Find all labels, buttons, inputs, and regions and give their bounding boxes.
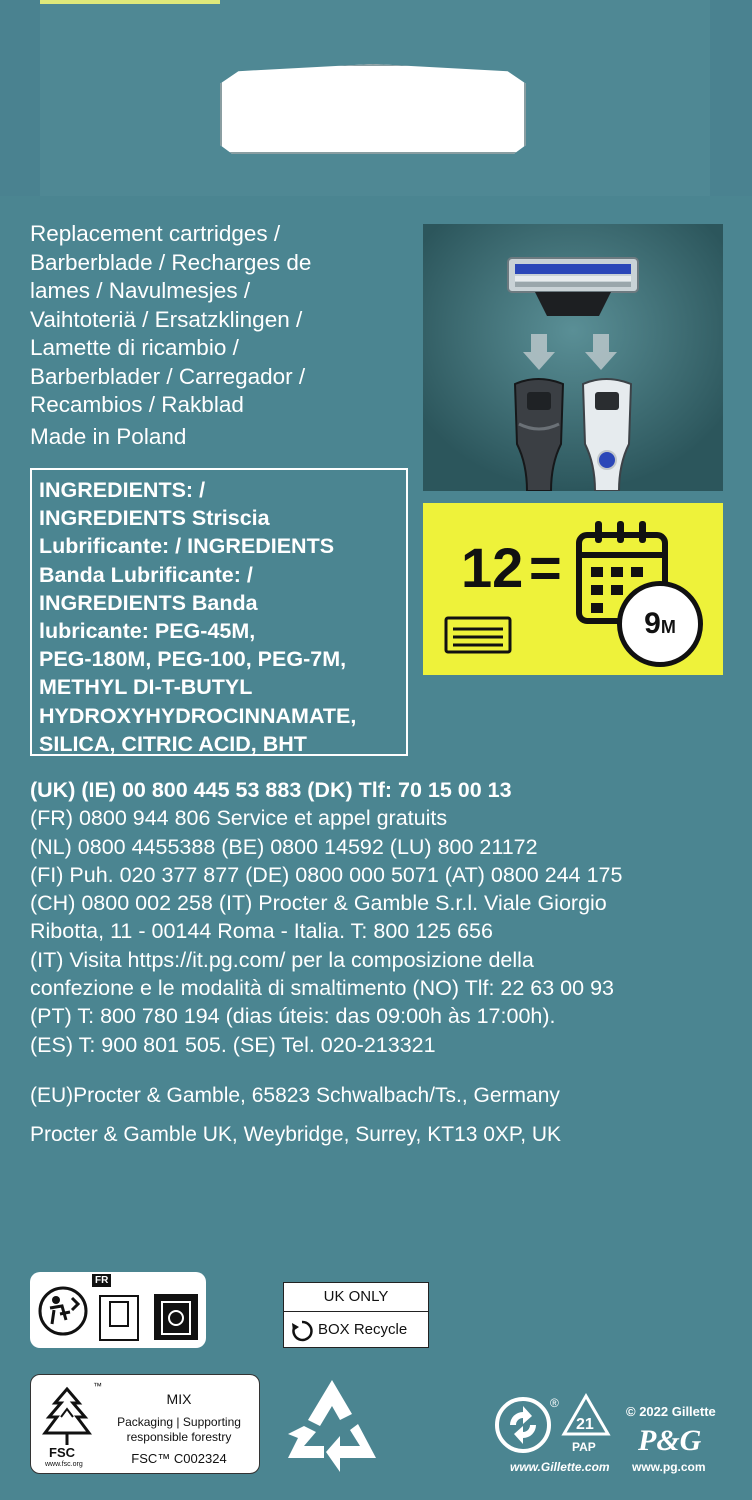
- triman-logo-panel: [30, 1272, 206, 1348]
- fsc-label: [30, 1374, 260, 1474]
- cartridge-line: Barberblader / Carregador /: [30, 363, 306, 389]
- contact-line: (PT) T: 800 780 194 (dias úteis: das 09:00h às 17:00h).: [30, 1004, 556, 1029]
- fsc-tm: ™: [93, 1381, 102, 1391]
- gillette-url[interactable]: www.Gillette.com: [510, 1460, 610, 1474]
- uk-only-label: [283, 1282, 429, 1348]
- fsc-line2: responsible forestry: [126, 1430, 232, 1444]
- cartridge-line: Barberblade / Recharges de: [30, 249, 312, 275]
- ingredients-line: PEG-180M, PEG-100, PEG-7M,: [39, 647, 347, 672]
- contact-line: (FR) 0800 944 806 Service et appel gratuits: [30, 806, 448, 831]
- cartridge-line: Lamette di ricambio /: [30, 335, 239, 360]
- contact-line: (NL) 0800 4455388 (BE) 0800 14592 (LU) 800 21172: [30, 834, 538, 859]
- fsc-tree-icon: [37, 1385, 97, 1449]
- uk-address: Procter & Gamble UK, Weybridge, Surrey, KT13 0XP, UK: [30, 1123, 562, 1146]
- hanger-hole: [220, 64, 526, 154]
- fsc-logo-text: FSC: [49, 1445, 75, 1460]
- months-unit: M: [660, 617, 676, 637]
- box-recycle-label: BOX Recycle: [318, 1321, 408, 1338]
- pap-label: PAP: [572, 1440, 596, 1454]
- fr-badge: FR: [92, 1274, 111, 1287]
- uk-only-title: UK ONLY: [284, 1283, 428, 1312]
- fsc-mix: MIX: [166, 1391, 192, 1407]
- ingredients-line: INGREDIENTS Striscia: [39, 506, 270, 531]
- fsc-line1: Packaging | Supporting: [117, 1415, 241, 1429]
- copyright-text: © 2022 Gillette: [626, 1404, 716, 1419]
- pap-number: 21: [576, 1416, 594, 1433]
- ingredients-line: INGREDIENTS: /: [39, 478, 206, 502]
- contact-line: (ES) T: 900 801 505. (SE) Tel. 020-213321: [30, 1032, 436, 1057]
- cartridge-count: 12: [461, 536, 524, 599]
- ingredients-line: lubricante: PEG-45M,: [39, 619, 256, 644]
- blade-icon: [443, 615, 513, 655]
- fsc-code: FSC™ C002324: [131, 1451, 227, 1466]
- pg-logo: P&G: [638, 1424, 702, 1457]
- contact-line: (UK) (IE) 00 800 445 53 883 (DK) Tlf: 70 15 00 13: [30, 778, 512, 802]
- contact-line: (CH) 0800 002 258 (IT) Procter & Gamble S.r.l. Viale Giorgio: [30, 891, 607, 916]
- cartridge-line: Replacement cartridges /: [30, 221, 281, 246]
- cartridge-line: Recambios / Rakblad: [30, 392, 244, 417]
- eu-address: (EU)Procter & Gamble, 65823 Schwalbach/Ts., Germany: [30, 1084, 560, 1107]
- box-icon: [94, 1288, 146, 1344]
- contact-info: [30, 776, 730, 1059]
- recycle-icon: [280, 1374, 384, 1478]
- ingredients-line: INGREDIENTS Banda: [39, 590, 258, 615]
- cartridge-line: Vaihtoteriä / Ersatzklingen /: [30, 306, 303, 332]
- top-accent-strip: [40, 0, 220, 4]
- ingredients-line: Lubrificante: / INGREDIENTS: [39, 534, 335, 559]
- razor-illustration: [423, 224, 723, 491]
- green-dot-icon: [494, 1396, 552, 1454]
- cartridge-photo: [423, 224, 723, 491]
- equals-sign: =: [529, 536, 562, 599]
- months-value: 9: [644, 607, 661, 640]
- ingredients-line: HYDROXYHYDROCINNAMATE,: [39, 703, 357, 728]
- usage-panel: [423, 503, 723, 675]
- contact-line: Ribotta, 11 - 00144 Roma - Italia. T: 800 125 656: [30, 919, 493, 944]
- made-in-text: Made in Poland: [30, 424, 187, 449]
- months-badge: [617, 581, 703, 667]
- contact-line: confezione e le modalità di smaltimento (NO) Tlf: 22 63 00 93: [30, 976, 614, 1001]
- ingredients-line: METHYL DI-T-BUTYL: [39, 675, 253, 700]
- fsc-site: www.fsc.org: [45, 1461, 83, 1468]
- recycle-arrow-icon: [290, 1319, 314, 1343]
- contact-line: (FI) Puh. 020 377 877 (DE) 0800 000 5071 (AT) 0800 244 175: [30, 862, 623, 887]
- ingredients-box: [30, 468, 408, 756]
- contact-line: (IT) Visita https://it.pg.com/ per la composizione della: [30, 947, 534, 972]
- registered-mark: ®: [550, 1396, 559, 1410]
- recycle-bin-icon: [150, 1288, 202, 1344]
- cartridge-line: lames / Navulmesjes /: [30, 278, 251, 303]
- ingredients-line: SILICA, CITRIC ACID, BHT: [39, 731, 307, 756]
- cartridge-description: [30, 220, 410, 420]
- pg-url[interactable]: www.pg.com: [632, 1460, 706, 1474]
- triman-icon: [36, 1284, 90, 1338]
- ingredients-line: Banda Lubrificante: /: [39, 562, 253, 587]
